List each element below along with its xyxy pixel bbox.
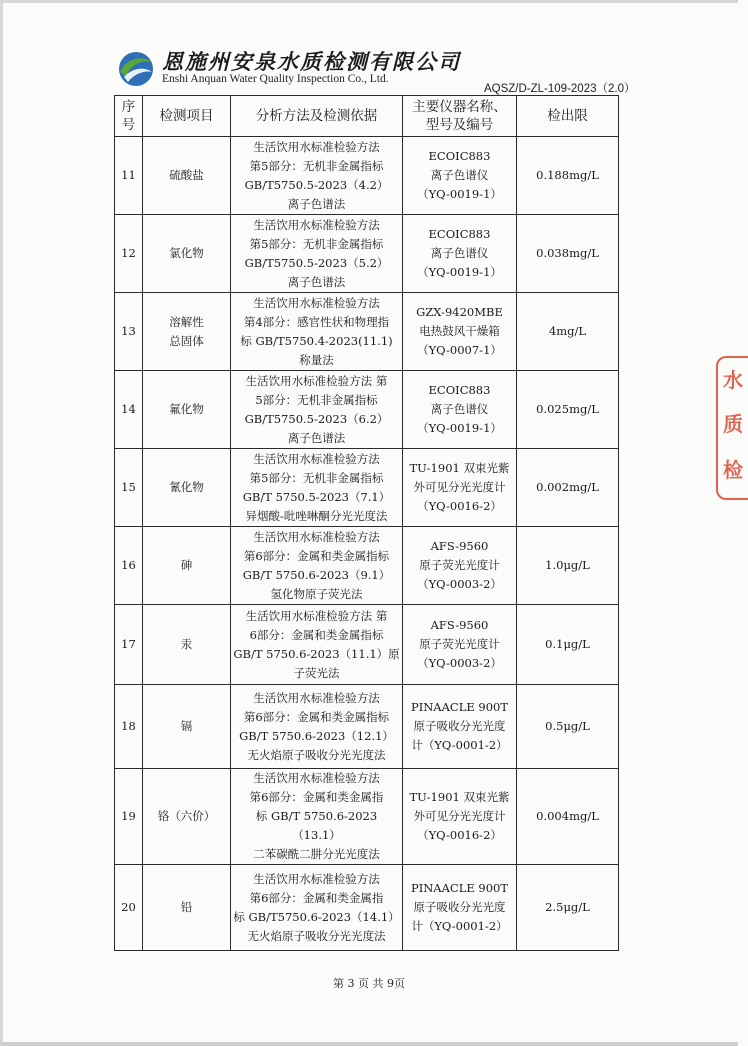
official-seal-stamp [716, 356, 748, 500]
row-limit: 2.5μg/L [517, 865, 619, 951]
row-instrument: GZX-9420MBE 电热鼓风干燥箱 （YQ-0007-1） [403, 293, 517, 371]
row-instrument: ECOIC883 离子色谱仪 （YQ-0019-1） [403, 215, 517, 293]
row-method: 生活饮用水标准检验方法 第6部分：金属和类金属指标 GB/T 5750.6-2023（12.1） 无火焰原子吸收分光光度法 [231, 685, 403, 769]
row-no: 20 [115, 865, 143, 951]
row-item: 氰化物 [143, 449, 231, 527]
row-method: 生活饮用水标准检验方法 第 6部分：金属和类金属指标 GB/T 5750.6-2023（11.1）原 子荧光法 [231, 605, 403, 685]
col-header-no: 序 号 [115, 96, 143, 137]
page-edge [0, 0, 738, 3]
row-limit: 4mg/L [517, 293, 619, 371]
col-header-instrument: 主要仪器名称、 型号及编号 [403, 96, 517, 137]
page-number: 第 3 页 共 9页 [333, 977, 405, 990]
table-row [115, 215, 619, 293]
row-instrument: ECOIC883 离子色谱仪 （YQ-0019-1） [403, 371, 517, 449]
test-methods-table [114, 95, 619, 951]
row-item: 镉 [143, 685, 231, 769]
row-item: 砷 [143, 527, 231, 605]
row-method: 生活饮用水标准检验方法 第4部分：感官性状和物理指 标 GB/T5750.4-2023(11.1) 称量法 [231, 293, 403, 371]
row-no: 13 [115, 293, 143, 371]
row-limit: 0.004mg/L [517, 769, 619, 865]
table-row [115, 137, 619, 215]
company-name-cn: 恩施州安泉水质检测有限公司 [162, 49, 461, 74]
row-method: 生活饮用水标准检验方法 第5部分：无机非金属指标 GB/T 5750.5-2023（7.1） 异烟酸-吡唑啉酮分光光度法 [231, 449, 403, 527]
row-method: 生活饮用水标准检验方法 第6部分：金属和类金属指标 GB/T 5750.6-2023（9.1） 氢化物原子荧光法 [231, 527, 403, 605]
row-item: 氟化物 [143, 371, 231, 449]
row-limit: 0.038mg/L [517, 215, 619, 293]
row-instrument: TU-1901 双束光紫 外可见分光光度计 （YQ-0016-2） [403, 449, 517, 527]
row-no: 14 [115, 371, 143, 449]
row-method: 生活饮用水标准检验方法 第6部分：金属和类金属指 标 GB/T 5750.6-2023（13.1） 二苯碳酰二肼分光光度法 [231, 769, 403, 865]
stamp-char: 质 [723, 412, 743, 436]
row-limit: 0.1μg/L [517, 605, 619, 685]
row-method: 生活饮用水标准检验方法 第6部分：金属和类金属指 标 GB/T5750.6-2023（14.1） 无火焰原子吸收分光光度法 [231, 865, 403, 951]
stamp-char: 水 [723, 368, 743, 392]
row-item: 汞 [143, 605, 231, 685]
table-row [115, 769, 619, 865]
page-edge [0, 1042, 738, 1046]
table-row [115, 865, 619, 951]
page-edge [0, 0, 3, 1046]
table-row [115, 605, 619, 685]
row-instrument: AFS-9560 原子荧光光度计 （YQ-0003-2） [403, 605, 517, 685]
row-instrument: PINAACLE 900T 原子吸收分光光度 计（YQ-0001-2） [403, 685, 517, 769]
row-no: 16 [115, 527, 143, 605]
row-limit: 0.188mg/L [517, 137, 619, 215]
row-item: 溶解性 总固体 [143, 293, 231, 371]
document-code: AQSZ/D-ZL-109-2023（2.0） [484, 83, 636, 95]
stamp-char: 检 [723, 458, 743, 482]
col-header-limit: 检出限 [517, 96, 619, 137]
table-row [115, 293, 619, 371]
row-item: 铬（六价） [143, 769, 231, 865]
row-limit: 1.0μg/L [517, 527, 619, 605]
row-no: 17 [115, 605, 143, 685]
row-instrument: TU-1901 双束光紫 外可见分光光度计 （YQ-0016-2） [403, 769, 517, 865]
row-instrument: AFS-9560 原子荧光光度计 （YQ-0003-2） [403, 527, 517, 605]
row-item: 铅 [143, 865, 231, 951]
col-header-item: 检测项目 [143, 96, 231, 137]
row-method: 生活饮用水标准检验方法 第 5部分：无机非金属指标 GB/T5750.5-2023（6.2） 离子色谱法 [231, 371, 403, 449]
table-header-row [115, 96, 619, 137]
row-no: 18 [115, 685, 143, 769]
col-header-method: 分析方法及检测依据 [231, 96, 403, 137]
row-method: 生活饮用水标准检验方法 第5部分：无机非金属指标 GB/T5750.5-2023（4.2） 离子色谱法 [231, 137, 403, 215]
row-item: 硫酸盐 [143, 137, 231, 215]
row-limit: 0.025mg/L [517, 371, 619, 449]
row-no: 12 [115, 215, 143, 293]
row-limit: 0.002mg/L [517, 449, 619, 527]
table-row [115, 527, 619, 605]
row-instrument: PINAACLE 900T 原子吸收分光光度 计（YQ-0001-2） [403, 865, 517, 951]
row-no: 15 [115, 449, 143, 527]
company-name-en: Enshi Anquan Water Quality Inspection Co., Ltd. [162, 73, 389, 85]
table-row [115, 449, 619, 527]
company-logo [116, 50, 156, 88]
row-item: 氯化物 [143, 215, 231, 293]
table-row [115, 685, 619, 769]
row-method: 生活饮用水标准检验方法 第5部分：无机非金属指标 GB/T5750.5-2023（5.2） 离子色谱法 [231, 215, 403, 293]
row-instrument: ECOIC883 离子色谱仪 （YQ-0019-1） [403, 137, 517, 215]
row-no: 19 [115, 769, 143, 865]
row-limit: 0.5μg/L [517, 685, 619, 769]
table-row [115, 371, 619, 449]
row-no: 11 [115, 137, 143, 215]
